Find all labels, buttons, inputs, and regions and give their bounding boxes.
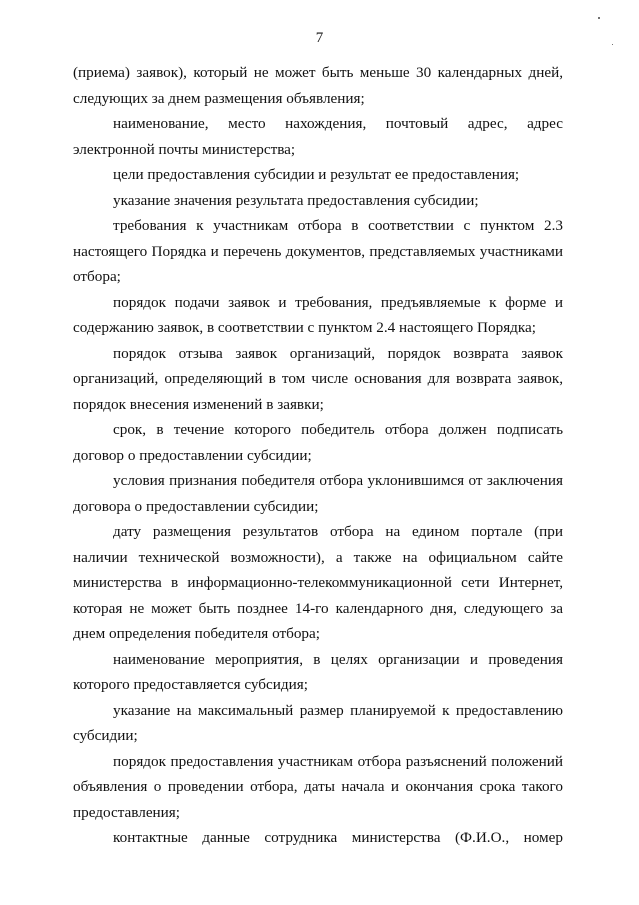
- paragraph: порядок отзыва заявок организаций, порядок возврата заявок организаций, определяющий в том числе основания для возврата заявок, порядок внесения изменений в заявки;: [73, 344, 563, 413]
- scan-speck: [612, 44, 613, 45]
- paragraph: контактные данные сотрудника министерства (Ф.И.О., номер: [113, 829, 563, 846]
- paragraph: порядок подачи заявок и требования, предъявляемые к форме и содержанию заявок, в соответствии с пунктом 2.4 настоящего Порядка;: [73, 293, 563, 336]
- paragraph: наименование, место нахождения, почтовый адрес, адрес электронной почты министерства;: [73, 115, 563, 158]
- page-number: 7: [315, 30, 324, 46]
- paragraph: указание на максимальный размер планируемой к предоставлению субсидии;: [73, 701, 563, 744]
- paragraph: наименование мероприятия, в целях организации и проведения которого предоставляется субсидия;: [73, 650, 563, 693]
- paragraph: дату размещения результатов отбора на едином портале (при наличии технической возможности), а также на официальном сайте министерства в информационно-телекоммуникационной сети Интернет, которая не может быть позднее 14-го календарного дня, следующего за днем определения победителя отбора;: [73, 523, 563, 642]
- paragraph: требования к участникам отбора в соответствии с пунктом 2.3 настоящего Порядка и перечень документов, представляемых участниками отбора;: [73, 217, 563, 285]
- body-text: [73, 60, 563, 851]
- paragraph: цели предоставления субсидии и результат ее предоставления;: [113, 166, 520, 183]
- paragraph: условия признания победителя отбора уклонившимся от заключения договора о предоставлении субсидии;: [73, 472, 563, 515]
- paragraph: (приема) заявок), который не может быть меньше 30 календарных дней, следующих за днем размещения объявления;: [73, 64, 563, 107]
- paragraph: срок, в течение которого победитель отбора должен подписать договор о предоставлении субсидии;: [73, 421, 563, 464]
- scan-speck: [598, 17, 600, 19]
- paragraph: указание значения результата предоставления субсидии;: [113, 191, 479, 209]
- paragraph: порядок предоставления участникам отбора разъяснений положений объявления о проведении отбора, даты начала и окончания срока такого предоставления;: [73, 752, 563, 821]
